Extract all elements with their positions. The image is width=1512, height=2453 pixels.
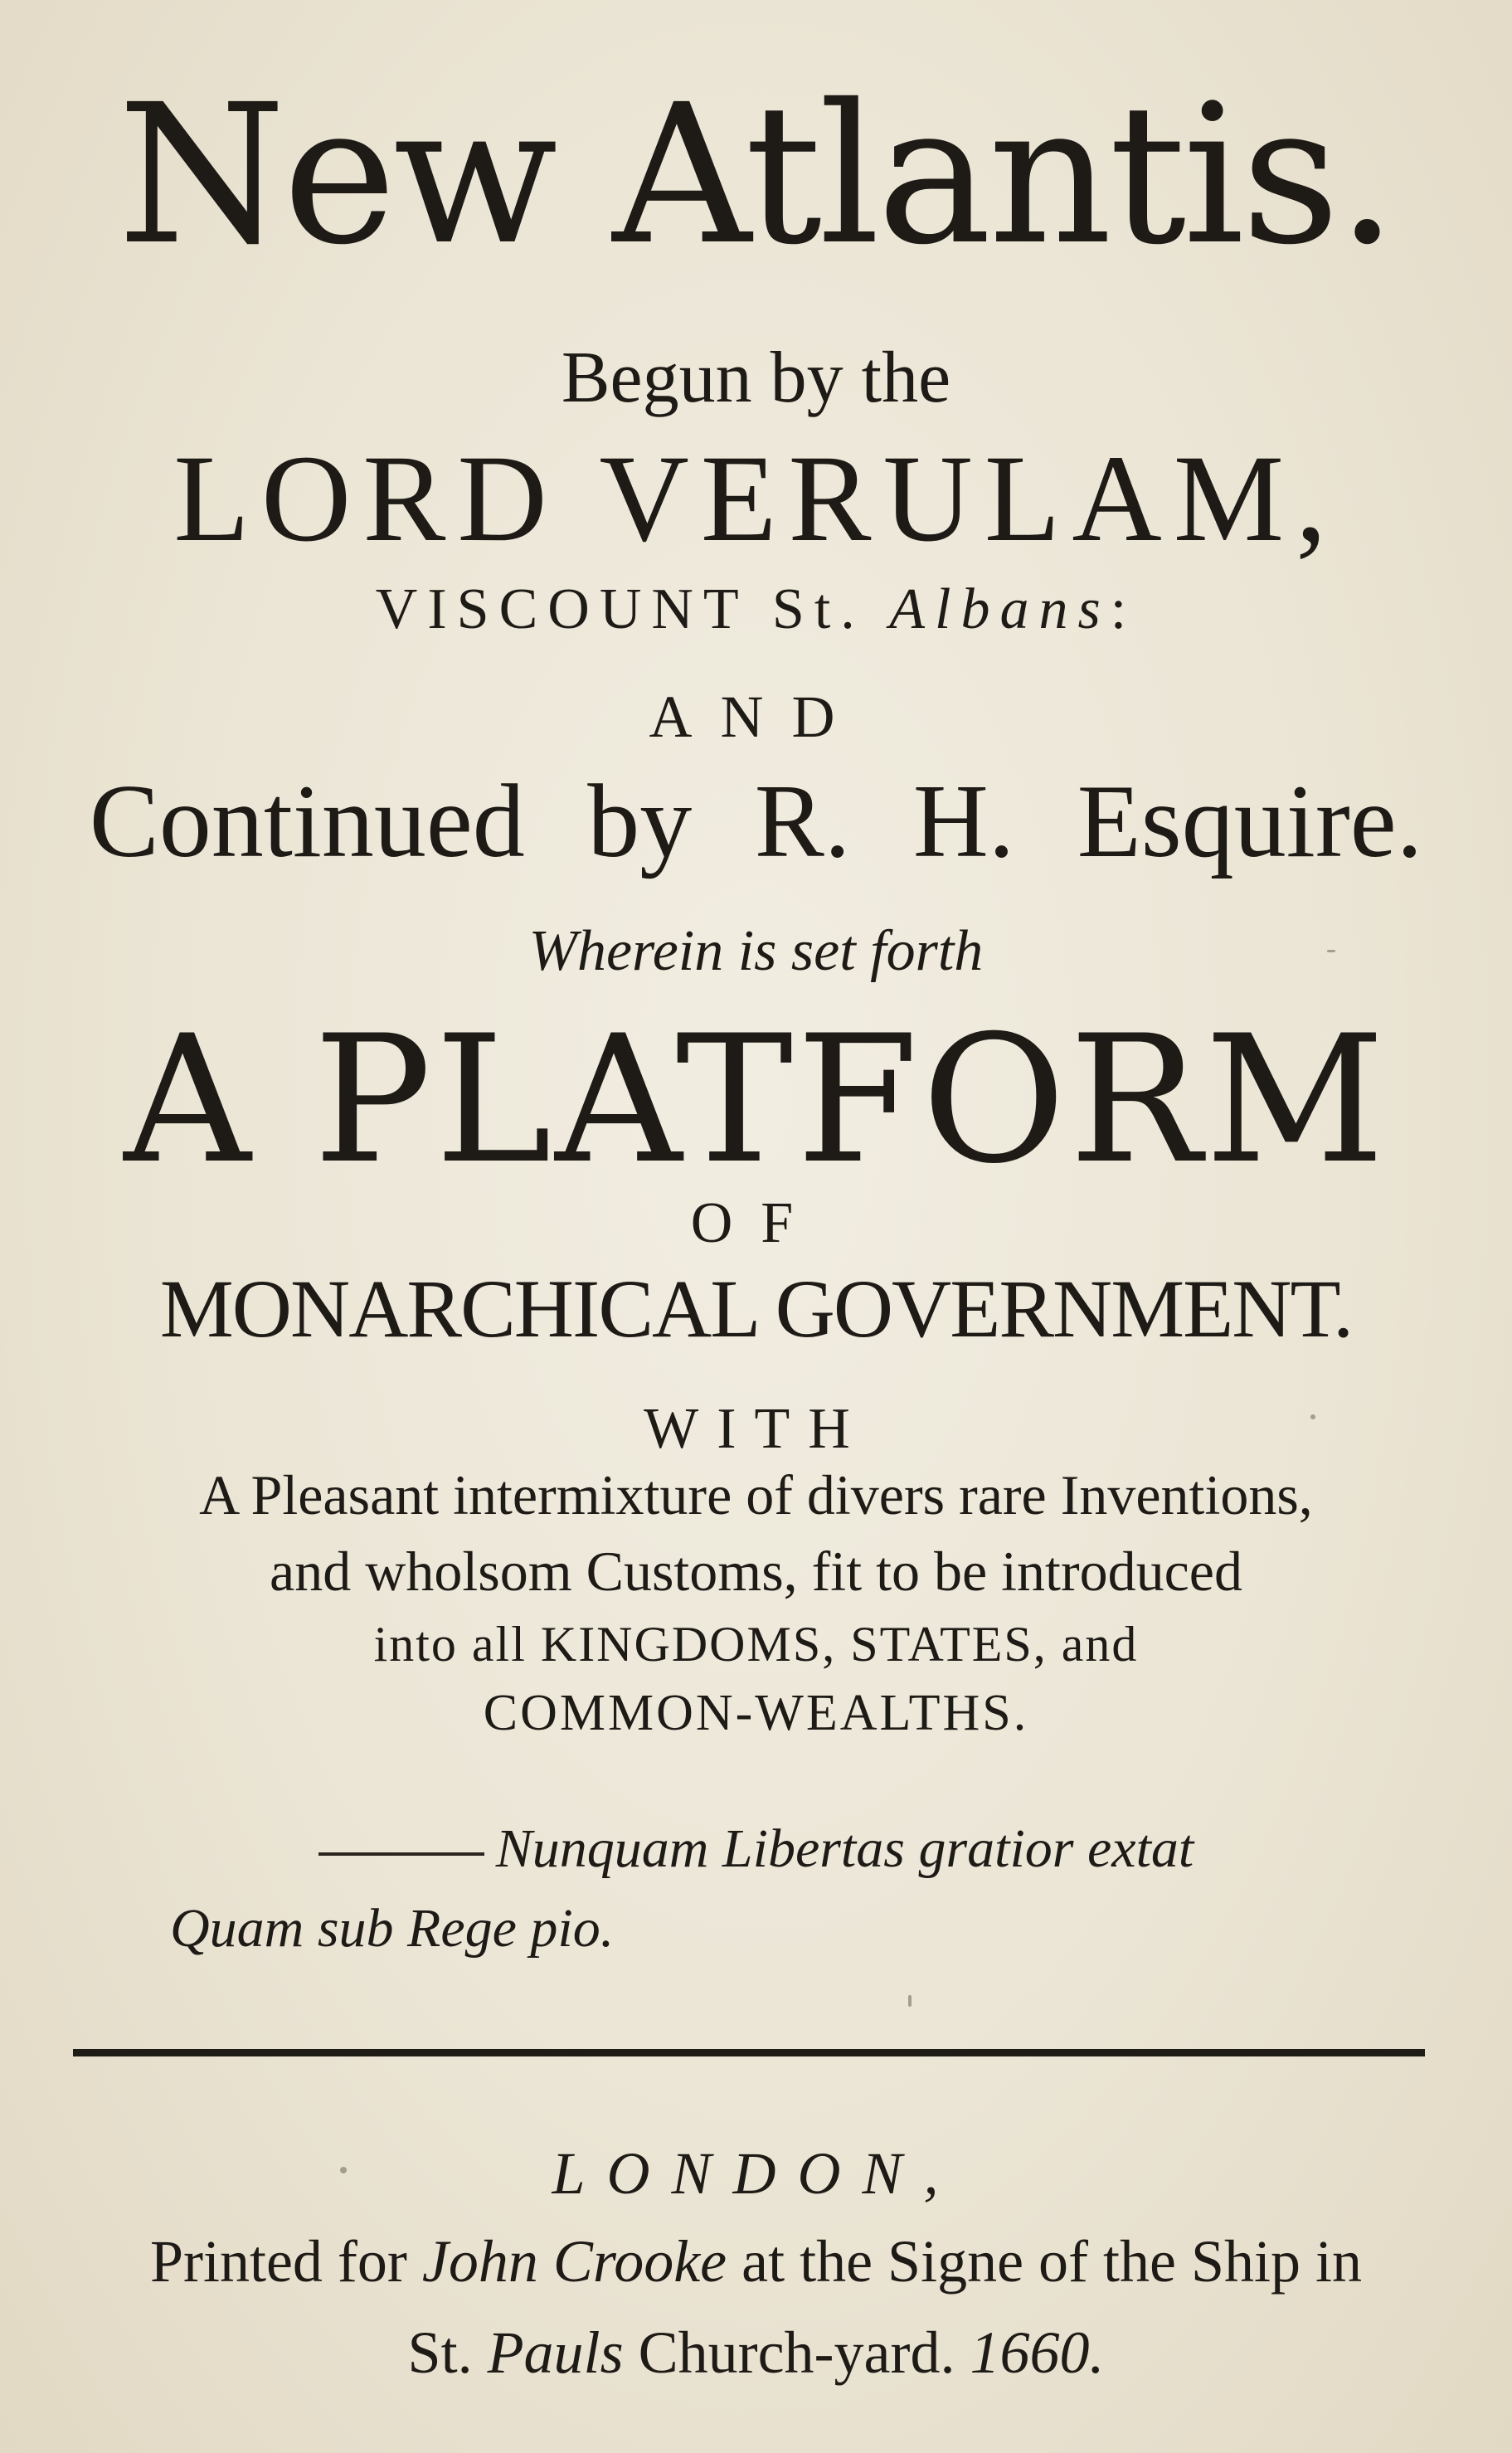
author-name: LORD VERULAM, — [173, 430, 1339, 567]
continuation-line: Continued by R. H. Esquire. — [89, 764, 1423, 879]
description-line-4: COMMON-WEALTHS. — [483, 1685, 1029, 1741]
viscount-prefix: VISCOUNT St. — [375, 577, 865, 641]
imprint-place-line — [0, 2319, 1512, 2386]
author-title-line — [0, 577, 1512, 641]
printed-suffix: at the Signe of the Ship in — [741, 2228, 1363, 2295]
paper-speck — [908, 1995, 912, 2007]
wherein-line: Wherein is set forth — [528, 919, 984, 983]
place-name: Pauls — [487, 2319, 624, 2386]
description-line-1: A Pleasant intermixture of divers rare Inventions, — [199, 1463, 1313, 1526]
motto-line-1 — [0, 1818, 1512, 1879]
printed-prefix: Printed for — [149, 2228, 407, 2295]
paper-speck — [340, 2167, 347, 2173]
paper-speck — [1310, 1414, 1315, 1419]
printer-name: John Crooke — [421, 2228, 727, 2295]
motto-dash — [318, 1852, 484, 1856]
viscount-suffix: : — [1110, 577, 1137, 641]
imprint-printer-line — [0, 2228, 1512, 2295]
description-line-2: and wholsom Customs, fit to be introduced — [270, 1540, 1242, 1603]
imprint-city: LONDON, — [552, 2140, 960, 2207]
imprint-year: 1660. — [970, 2319, 1105, 2386]
of-line: OF — [690, 1191, 822, 1255]
monarchical-government-line: MONARCHICAL GOVERNMENT. — [159, 1263, 1353, 1355]
paper-speck — [1327, 950, 1335, 952]
place-suffix: Church-yard. — [638, 2319, 955, 2386]
horizontal-rule — [73, 2049, 1425, 2056]
motto-line-2: Quam sub Rege pio. — [170, 1898, 615, 1959]
begun-by-line: Begun by the — [561, 338, 951, 418]
book-title: New Atlantis. — [117, 63, 1395, 287]
motto-text-1: Nunquam Libertas gratior extat — [495, 1818, 1194, 1879]
and-line: AND — [649, 684, 863, 750]
description-line-3: into all KINGDOMS, STATES, and — [373, 1617, 1139, 1672]
viscount-name: Albans — [889, 577, 1111, 641]
with-line: WITH — [644, 1397, 868, 1461]
place-prefix: St. — [407, 2319, 473, 2386]
platform-heading: A PLATFORM — [124, 997, 1388, 1202]
